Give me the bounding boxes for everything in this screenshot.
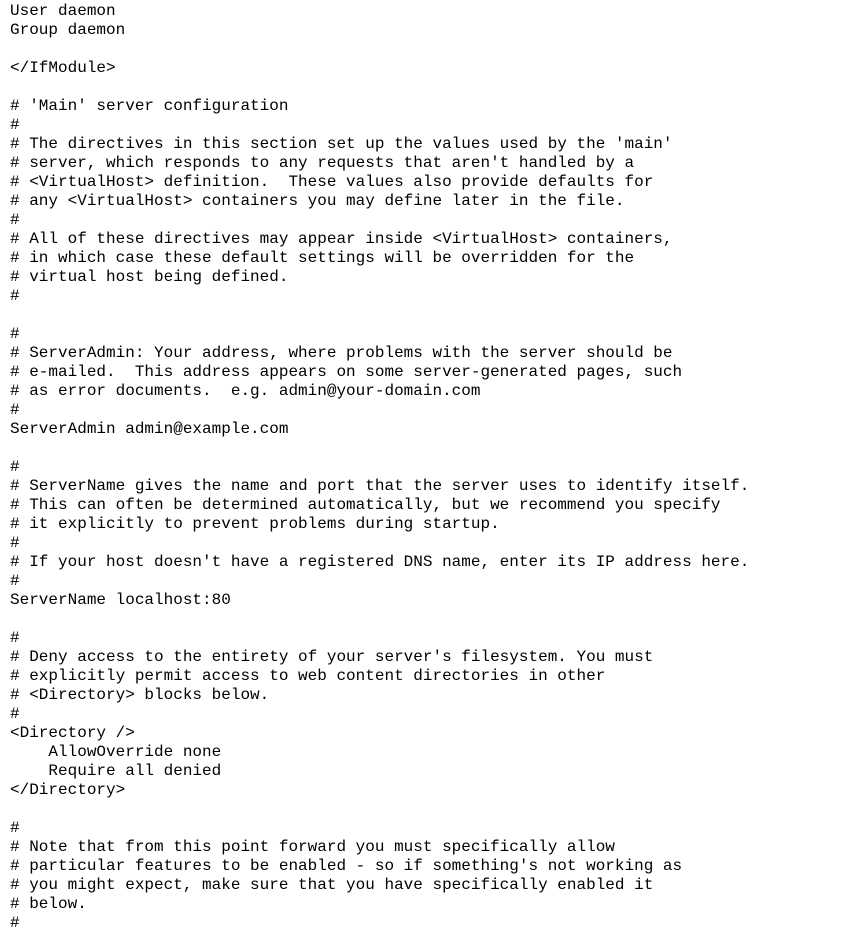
text-line: #: [10, 116, 20, 134]
text-line: #: [10, 819, 20, 837]
text-line: <Directory />: [10, 724, 135, 742]
text-line: # you might expect, make sure that you have specifically enabled it: [10, 876, 654, 894]
config-file-text: [10, 2, 852, 933]
text-line: # it explicitly to prevent problems during startup.: [10, 515, 500, 533]
text-line: #: [10, 287, 20, 305]
text-line: # Deny access to the entirety of your server's filesystem. You must: [10, 648, 654, 666]
text-line: AllowOverride none: [10, 743, 222, 761]
text-line: #: [10, 401, 20, 419]
text-line: # as error documents. e.g. admin@your-domain.com: [10, 382, 481, 400]
text-line: #: [10, 211, 20, 229]
text-line: #: [10, 572, 20, 590]
text-line: # ServerAdmin: Your address, where problems with the server should be: [10, 344, 673, 362]
text-line: # virtual host being defined.: [10, 268, 289, 286]
text-line: Require all denied: [10, 762, 222, 780]
text-line: #: [10, 458, 20, 476]
text-line: # e-mailed. This address appears on some server-generated pages, such: [10, 363, 683, 381]
text-line: #: [10, 629, 20, 647]
text-line: [10, 40, 852, 59]
text-line: #: [10, 534, 20, 552]
text-line: # 'Main' server configuration: [10, 97, 289, 115]
text-line: Group daemon: [10, 21, 126, 39]
text-line: # particular features to be enabled - so if something's not working as: [10, 857, 683, 875]
text-line: [10, 306, 852, 325]
text-line: # Note that from this point forward you must specifically allow: [10, 838, 615, 856]
text-line: ServerAdmin admin@example.com: [10, 420, 289, 438]
text-line: User daemon: [10, 2, 116, 20]
text-line: #: [10, 325, 20, 343]
text-line: [10, 800, 852, 819]
text-line: # If your host doesn't have a registered DNS name, enter its IP address here.: [10, 553, 750, 571]
text-line: # in which case these default settings will be overridden for the: [10, 249, 635, 267]
text-line: #: [10, 914, 20, 932]
text-line: # The directives in this section set up the values used by the 'main': [10, 135, 673, 153]
text-line: [10, 78, 852, 97]
text-line: #: [10, 705, 20, 723]
text-line: # explicitly permit access to web content directories in other: [10, 667, 606, 685]
text-line: # <Directory> blocks below.: [10, 686, 270, 704]
text-line: # below.: [10, 895, 87, 913]
text-line: # All of these directives may appear inside <VirtualHost> containers,: [10, 230, 673, 248]
text-line: # This can often be determined automatically, but we recommend you specify: [10, 496, 721, 514]
text-line: </Directory>: [10, 781, 126, 799]
text-line: [10, 439, 852, 458]
text-line: ServerName localhost:80: [10, 591, 231, 609]
text-line: # ServerName gives the name and port that the server uses to identify itself.: [10, 477, 750, 495]
text-line: # server, which responds to any requests that aren't handled by a: [10, 154, 635, 172]
text-line: </IfModule>: [10, 59, 116, 77]
text-line: [10, 610, 852, 629]
text-line: # <VirtualHost> definition. These values also provide defaults for: [10, 173, 654, 191]
text-line: # any <VirtualHost> containers you may define later in the file.: [10, 192, 625, 210]
